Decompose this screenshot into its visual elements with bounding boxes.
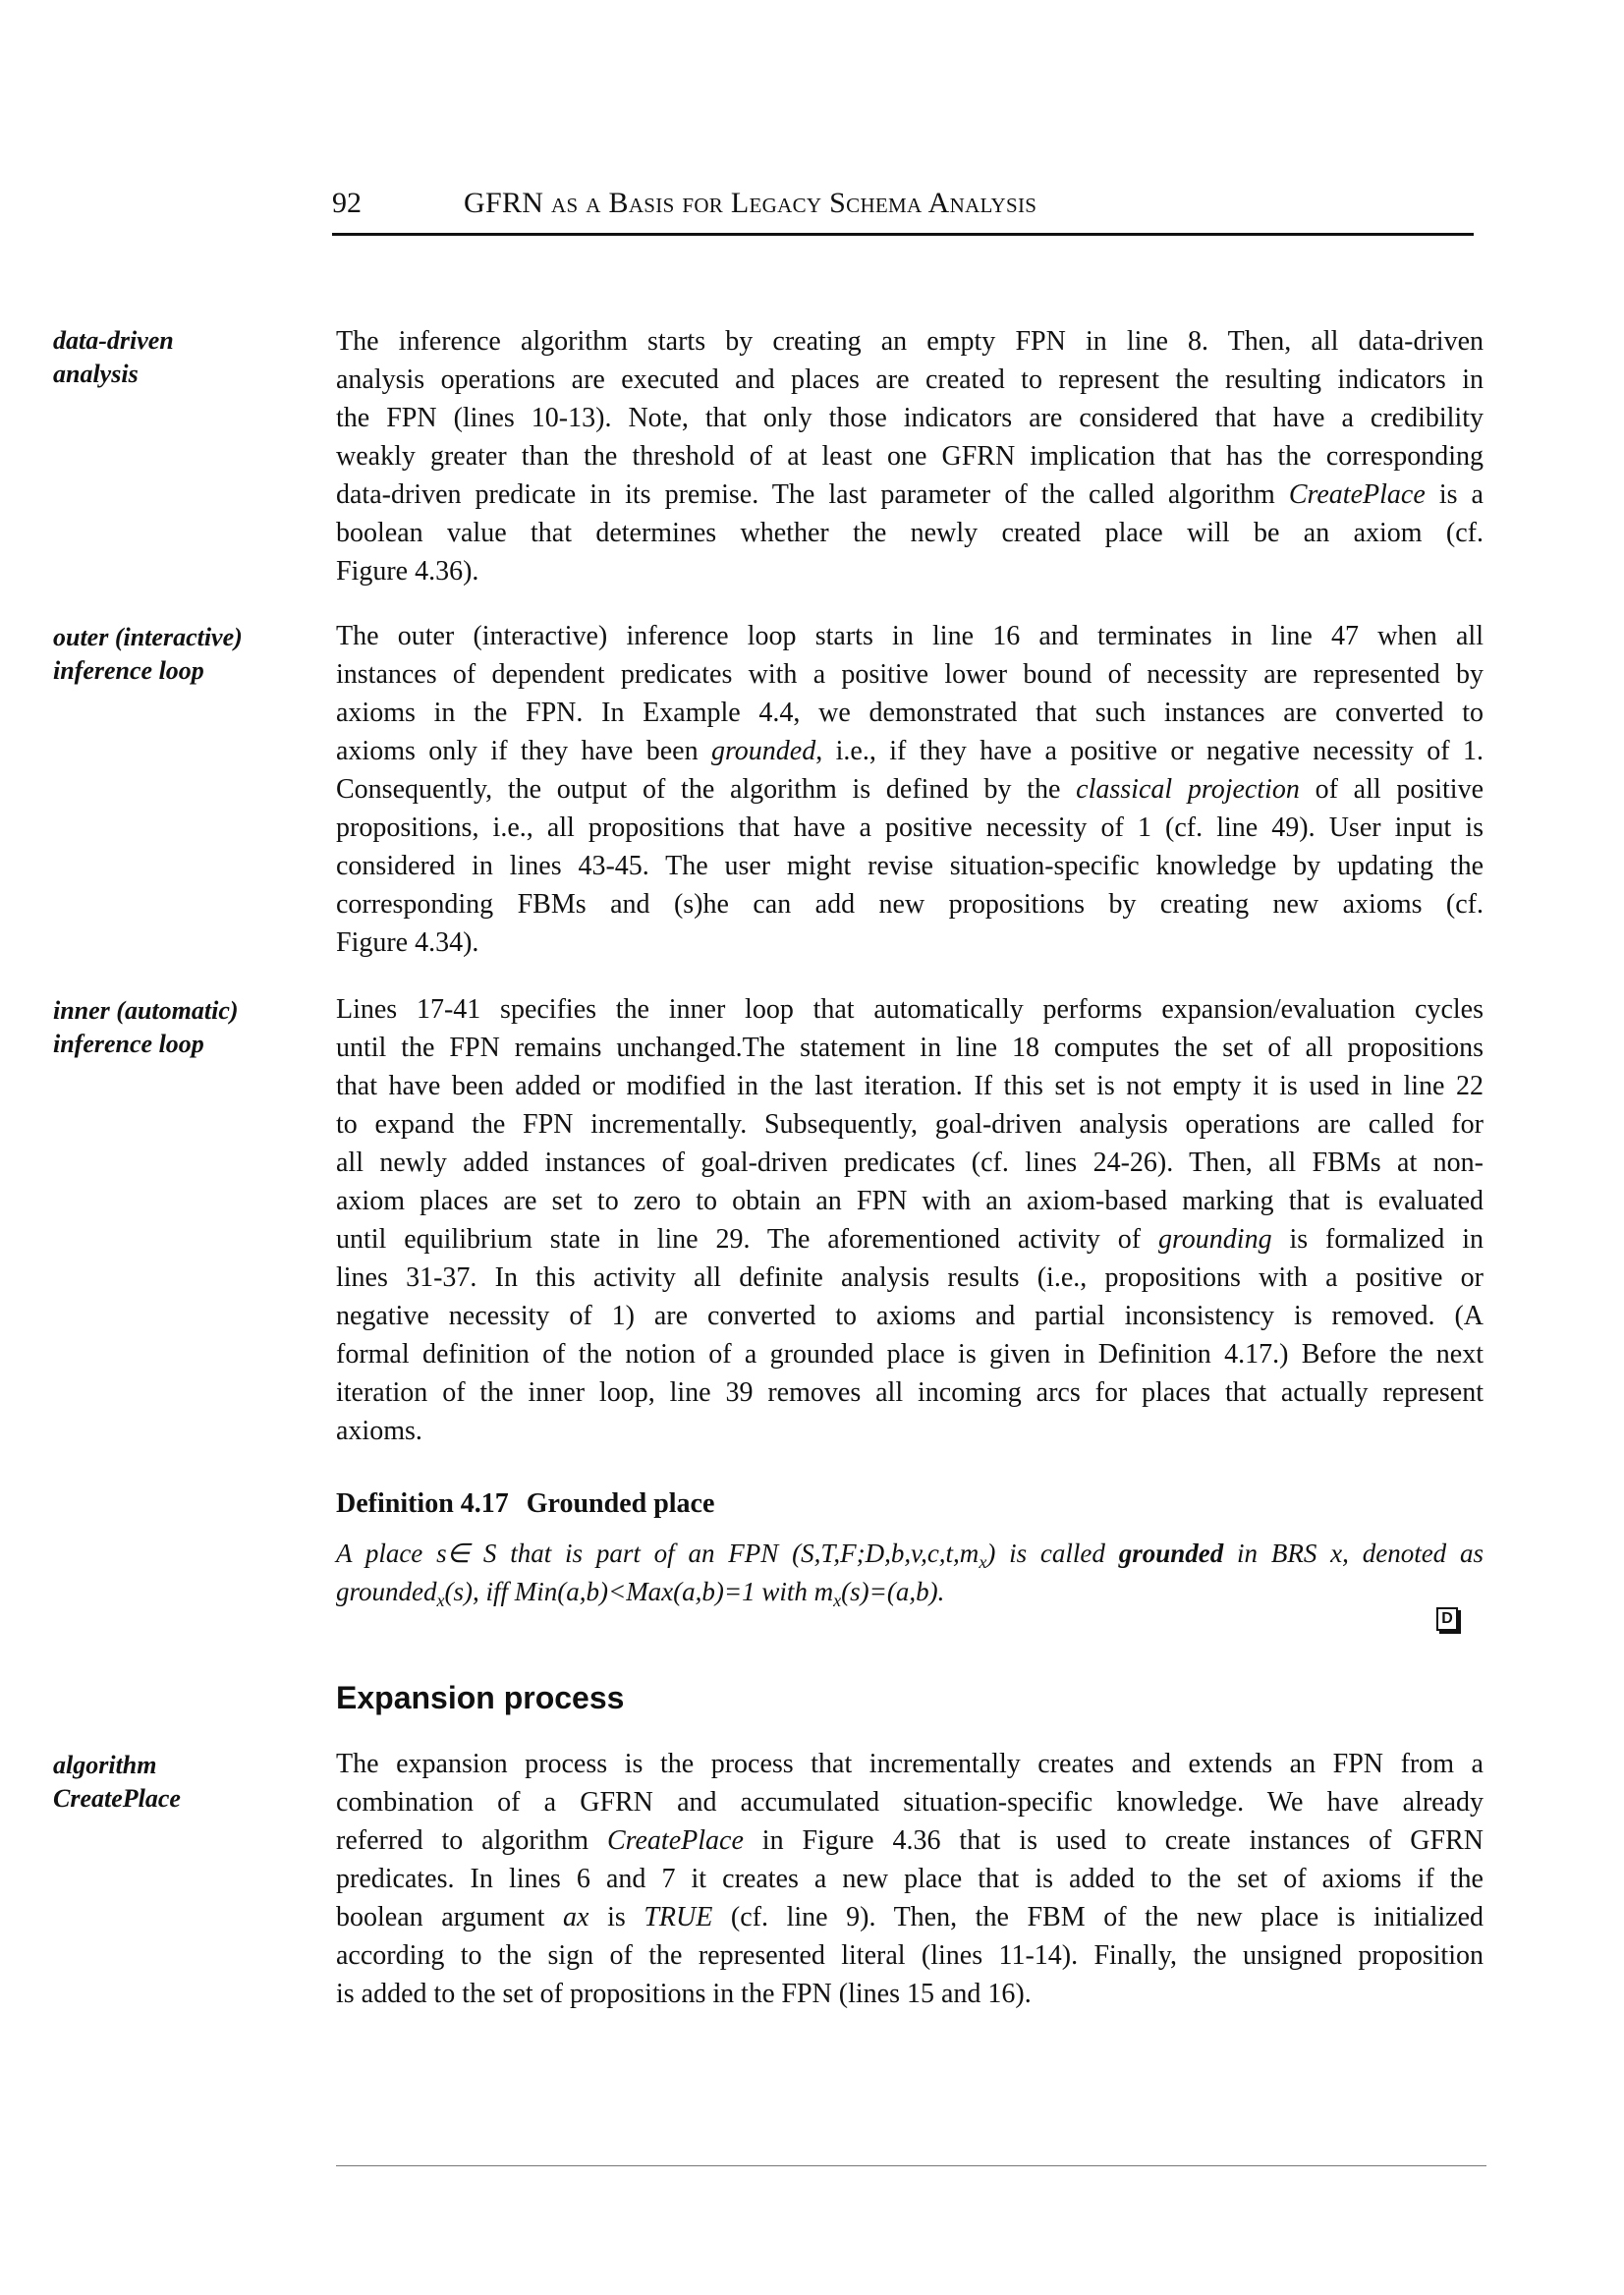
text-line (336, 617, 1484, 655)
margin-note-line: algorithm (53, 1751, 157, 1779)
text-segment: boolean value that determines whether the newly created place will be an axiom (cf. (336, 518, 1484, 548)
text-segment: , i.e., if they have a positive or negative necessity of 1. (815, 736, 1484, 766)
text-line (336, 1335, 1484, 1373)
margin-note (53, 324, 174, 391)
margin-note-line: analysis (53, 360, 139, 388)
text-segment: CreatePlace (606, 1825, 744, 1856)
text-segment: until equilibrium state in line 29. The aforementioned activity of (336, 1224, 1158, 1255)
paragraph (336, 990, 1484, 1450)
text-segment: Consequently, the output of the algorithm is defined by the (336, 774, 1077, 805)
definition-end-icon: D (1436, 1607, 1458, 1631)
text-segment: Lines 17-41 specifies the inner loop that automatically performs expansion/evaluation cycles (336, 994, 1484, 1025)
margin-note-line: inner (automatic) (53, 996, 239, 1025)
text-segment: Figure 4.36). (336, 556, 479, 587)
text-line (336, 1898, 1484, 1936)
text-segment: ax (563, 1902, 589, 1932)
text-line (336, 1259, 1484, 1297)
text-segment: classical projection (1076, 774, 1300, 805)
text-line (336, 655, 1484, 694)
text-line (336, 322, 1484, 361)
page-number: 92 (332, 187, 362, 219)
text-line (336, 1975, 1484, 2013)
subscript: x (833, 1591, 842, 1610)
margin-note (53, 1749, 181, 1816)
margin-note-line: inference loop (53, 1030, 204, 1058)
text-segment: analysis operations are executed and places are created to represent the resulting indicators in (336, 364, 1484, 395)
text-line (336, 1745, 1484, 1783)
text-line (336, 924, 1484, 962)
text-segment: propositions, i.e., all propositions that have a positive necessity of 1 (cf. line 49). User input is (336, 812, 1484, 843)
text-line (336, 694, 1484, 732)
text-segment: the FPN (lines 10-13). Note, that only those indicators are considered that have a credibility (336, 403, 1484, 433)
text-segment: The expansion process is the process that incrementally creates and extends an FPN from a (336, 1749, 1484, 1779)
text-segment: Figure 4.34). (336, 927, 479, 958)
paragraph (336, 617, 1484, 962)
definition-line (336, 1573, 1484, 1611)
text: (s)=(a,b). (841, 1577, 945, 1606)
text-line (336, 1029, 1484, 1067)
text-line (336, 1297, 1484, 1335)
text-line (336, 1220, 1484, 1259)
text-line (336, 552, 1484, 590)
text-segment: instances of dependent predicates with a positive lower bound of necessity are represented by (336, 659, 1484, 690)
text-segment: weakly greater than the threshold of at least one GFRN implication that has the corresponding (336, 441, 1484, 472)
text-segment: negative necessity of 1) are converted to axioms and partial inconsistency is removed. (A (336, 1301, 1484, 1331)
text-segment: combination of a GFRN and accumulated situation-specific knowledge. We have already (336, 1787, 1484, 1818)
text: ) is called (986, 1539, 1119, 1568)
text-segment: data-driven predicate in its premise. The last parameter of the called algorithm (336, 479, 1289, 510)
text-segment: grounded (710, 736, 816, 766)
text-line (336, 514, 1484, 552)
text-line (336, 809, 1484, 847)
text-segment: axioms in the FPN. In Example 4.4, we demonstrated that such instances are converted to (336, 698, 1484, 728)
text-segment: The outer (interactive) inference loop starts in line 16 and terminates in line 47 when all (336, 621, 1484, 651)
text: grounded (336, 1577, 437, 1606)
text-line (336, 1182, 1484, 1220)
text-segment: iteration of the inner loop, line 39 removes all incoming arcs for places that actually represent (336, 1377, 1484, 1408)
text-line (336, 1821, 1484, 1860)
text-segment: considered in lines 43-45. The user might revise situation-specific knowledge by updating the (336, 851, 1484, 881)
text-segment: CreatePlace (1288, 479, 1426, 510)
text-segment: in Figure 4.36 that is used to create instances of GFRN (743, 1825, 1484, 1856)
margin-note-line: outer (interactive) (53, 623, 243, 651)
text-segment: The inference algorithm starts by creating an empty FPN in line 8. Then, all data-driven (336, 326, 1484, 357)
margin-note-line: data-driven (53, 326, 174, 355)
text-line (336, 847, 1484, 885)
margin-note-line: CreatePlace (53, 1784, 181, 1813)
text-segment: predicates. In lines 6 and 7 it creates a new place that is added to the set of axioms if the (336, 1864, 1484, 1894)
text-line (336, 1144, 1484, 1182)
text-line (336, 437, 1484, 476)
text-segment: TRUE (644, 1902, 713, 1932)
text-line (336, 1783, 1484, 1821)
margin-note-line: inference loop (53, 656, 204, 685)
text-segment: of all positive (1299, 774, 1484, 805)
text-segment: axioms only if they have been (336, 736, 711, 766)
text-segment: grounding (1157, 1224, 1272, 1255)
running-header-title: GFRN as a Basis for Legacy Schema Analysis (464, 187, 1037, 219)
subscript: x (979, 1552, 987, 1572)
text-segment: lines 31-37. In this activity all definite analysis results (i.e., propositions with a positive or (336, 1262, 1484, 1293)
definition-heading (336, 1488, 714, 1520)
text: A place s∈ S that is part of an FPN (S,T,F;D,b,v,c,t,m (336, 1539, 980, 1568)
paragraph (336, 322, 1484, 590)
text-segment: that have been added or modified in the last iteration. If this set is not empty it is used in line 22 (336, 1071, 1484, 1101)
text-line (336, 770, 1484, 809)
margin-note (53, 994, 239, 1061)
text-line (336, 1412, 1484, 1450)
text-segment: boolean argument (336, 1902, 564, 1932)
text-segment: corresponding FBMs and (s)he can add new propositions by creating new axioms (cf. (336, 889, 1484, 920)
text-segment: is (588, 1902, 644, 1932)
text-line (336, 399, 1484, 437)
text-segment: referred to algorithm (336, 1825, 607, 1856)
text-line (336, 1860, 1484, 1898)
text-segment: according to the sign of the represented literal (lines 11-14). Finally, the unsigned proposition (336, 1940, 1484, 1971)
text-line (336, 361, 1484, 399)
text-segment: is a (1425, 479, 1484, 510)
subscript: x (436, 1591, 445, 1610)
paragraph (336, 1745, 1484, 2013)
text-segment: formal definition of the notion of a grounded place is given in Definition 4.17.) Before the next (336, 1339, 1484, 1370)
text-line (336, 1936, 1484, 1975)
text-segment: until the FPN remains unchanged.The statement in line 18 computes the set of all propositions (336, 1033, 1484, 1063)
definition-line (336, 1535, 1484, 1573)
text-segment: (cf. line 9). Then, the FBM of the new place is initialized (712, 1902, 1484, 1932)
header-rule (332, 233, 1474, 236)
text-line (336, 1067, 1484, 1105)
text-segment: axiom places are set to zero to obtain an FPN with an axiom-based marking that is evaluated (336, 1186, 1484, 1216)
text-segment: is formalized in (1271, 1224, 1484, 1255)
text-line (336, 476, 1484, 514)
section-heading: Expansion process (336, 1680, 625, 1715)
text-segment: is added to the set of propositions in the FPN (lines 15 and 16). (336, 1979, 1032, 2009)
text-segment: to expand the FPN incrementally. Subsequently, goal-driven analysis operations are called for (336, 1109, 1484, 1140)
text: in BRS x, denoted as (1223, 1539, 1484, 1568)
text-segment: axioms. (336, 1416, 422, 1446)
definition-body (336, 1535, 1484, 1611)
text-line (336, 990, 1484, 1029)
text-line (336, 885, 1484, 924)
bold-term: grounded (1118, 1539, 1224, 1568)
text-segment: all newly added instances of goal-driven predicates (cf. lines 24-26). Then, all FBMs at non- (336, 1148, 1484, 1178)
text: (s), iff Min(a,b)<Max(a,b)=1 with m (444, 1577, 834, 1606)
text-line (336, 732, 1484, 770)
definition-title: Grounded place (526, 1488, 715, 1519)
text-line (336, 1105, 1484, 1144)
footer-rule (336, 2165, 1486, 2166)
definition-number: Definition 4.17 (336, 1488, 509, 1519)
text-line (336, 1373, 1484, 1412)
margin-note (53, 621, 243, 688)
